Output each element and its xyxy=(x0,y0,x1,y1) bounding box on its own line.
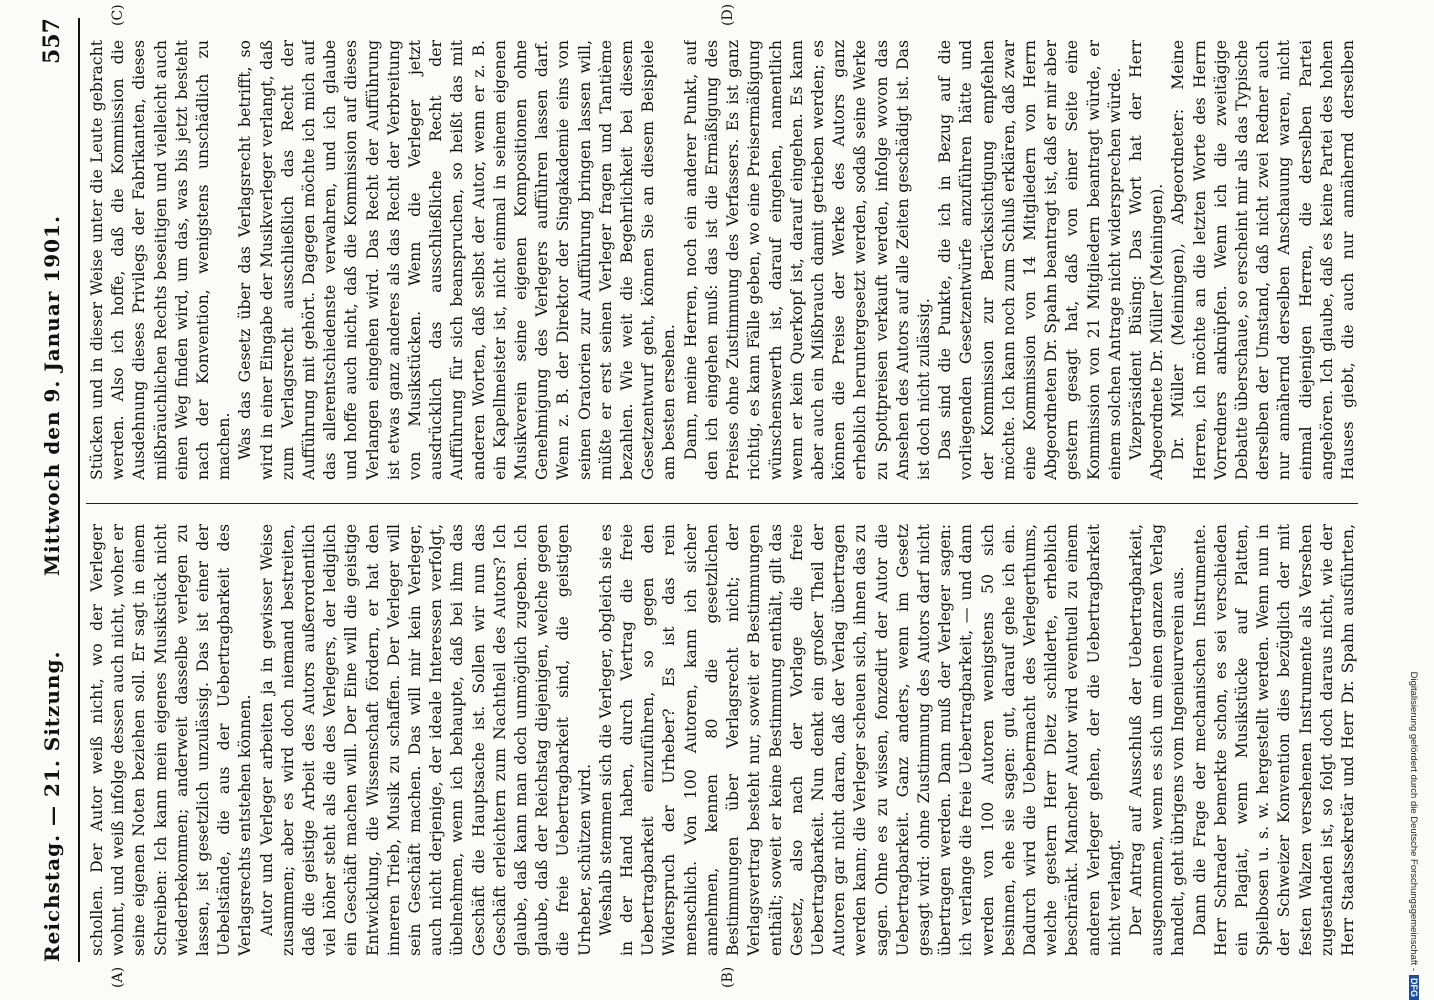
credit-line xyxy=(1404,0,1424,1000)
margin-marker-c: (C) xyxy=(110,4,126,26)
paragraph: Dann, meine Herren, noch ein anderer Punkt, auf den ich eingehen muß: das ist die Ermäßigung des Preises ohne Zustimmung des Verfassers. Es ist ganz richtig, es kann Fälle geben, wo eine Preisermäßigung wünschenswerth ist, darauf eingehen, namentlich wenn er kein Querkopf ist, darauf eingehen. Es kann aber auch ein Mißbrauch damit getrieben werden; es können die Preise der Werke des Autors ganz erheblich heruntergesetzt werden, sodaß seine Werke zu Spottpreisen verkauft werden, infolge wovon das Ansehen des Autors auf alle Zeiten geschädigt ist. Das ist doch nicht zulässig. xyxy=(680,40,933,480)
dfg-logo: DFG xyxy=(1409,975,1419,1000)
paragraph: Weshalb stemmen sich die Verleger, obgleich sie es in der Hand haben, durch Vertrag die freie Uebertragbarkeit einzuführen, so gegen den Widerspruch der Urheber? Es ist das rein menschlich. Von 100 Autoren, kann ich sicher annehmen, kennen 80 die gesetzlichen Bestimmungen über Verlagsrecht nicht; der Verlagsvertrag besteht nur, soweit er Bestimmungen enthält; soweit er keine Bestimmung enthält, gilt das Gesetz, also nach der Vorlage die freie Uebertragbarkeit. Nun denkt ein großer Theil der Autoren gar nicht daran, daß der Verlag übertragen werden kann; die Verleger scheuen sich, ihnen das zu sagen. Ohne es zu wissen, fonzedirt der Autor die Uebertragbarkeit. Ganz anders, wenn im Gesetz gesagt wird: ohne Zustimmung des Autors darf nicht übertragen werden. Dann muß der Verleger sagen: ich verlange die freie Uebertragbarkeit, — und dann werden von 100 Autoren wenigstens 50 sich besinnen, ehe sie sagen: gut, darauf gehe ich ein. Dadurch wird die Uebermacht des Verlegerthums, welche gestern Herr Dietz schilderte, erheblich beschränkt. Mancher Autor wird eventuell zu einem anderen Verleger gehen, der die Uebertragbarkeit nicht verlangt. xyxy=(595,524,1124,956)
paragraph: Vizepräsident Büsing: Das Wort hat der Herr Abgeordnete Dr. Müller (Meiningen). xyxy=(1125,40,1167,480)
left-column xyxy=(86,524,1358,956)
right-column xyxy=(86,40,1358,480)
paragraph: Was das Gesetz über das Verlagsrecht betrifft, so wird in einer Eingabe der Musikverleger verlangt, daß zum Verlagsrecht ausschließlich das Recht der Aufführung mit gehört. Dagegen möchte ich mich auf das allerentschiedenste verwahren, und ich glaube und hoffe auch nicht, daß die Kommission auf dieses Verlangen eingehen wird. Das Recht der Aufführung ist etwas ganz anderes als das Recht der Verbreitung von Musikstücken. Wenn die Verleger jetzt ausdrücklich das ausschließliche Recht der Aufführung für sich beanspruchen, so heißt das mit anderen Worten, daß selbst der Autor, wenn er z. B. ein Kapellmeister ist, nicht einmal in seinem eigenen Musikverein seine eigenen Kompositionen ohne Genehmigung des Verlegers aufführen lassen darf. Wenn z. B. der Direktor der Singakademie eins von seinen Oratorien zur Aufführung bringen lassen will, müßte er erst seinen Verleger fragen und Tantième bezahlen. Wie weit die Begehrlichkeit bei diesem Gesetzentwurf geht, können Sie an diesem Beispiele am besten ersehen. xyxy=(235,40,679,480)
column-separator xyxy=(86,503,1358,504)
digitization-credit xyxy=(1410,0,1430,1000)
paragraph: Der Antrag auf Ausschluß der Uebertragbarkeit, ausgenommen, wenn es sich um einen ganzen Verlag handelt, geht übrigens vom Ingenieurverein aus. xyxy=(1125,524,1188,956)
paragraph: schollen. Der Autor weiß nicht, wo der Verleger wohnt, und weiß infolge dessen auch nicht, woher er seine eigenen Noten beziehen soll. Er sagt in einem Schreiben: Ich kann mein eigenes Musikstück nicht wiederbekommen; anderweit dasselbe verlegen zu lassen, ist gesetzlich unzulässig. Das ist einer der Uebelstände, die aus der Uebertragbarkeit des Verlagsrechts entstehen können. xyxy=(87,524,255,956)
margin-marker-b: (B) xyxy=(720,966,736,988)
paragraph: Autor und Verleger arbeiten ja in gewisser Weise zusammen; aber es wird doch niemand bestreiten, daß die geistige Arbeit des Autors außerordentlich viel höher steht als die des Verlegers, der lediglich ein Geschäft machen will. Der Eine will die geistige Entwicklung, die Wissenschaft fördern, er hat den inneren Trieb, Musik zu schaffen. Der Verleger will sein Geschäft machen. Das will mir kein Verleger, auch nicht derjenige, der ideale Interessen verfolgt, übelnehmen, wenn ich behaupte, daß bei ihm das Geschäft die Hauptsache ist. Sollen wir nun das Geschäft erleichtern zum Nachtheil des Autors? Ich glaube, daß kann man doch unmöglich zugeben. Ich glaube, daß der Reichstag diejenigen, welche gegen die freie Uebertragbarkeit sind, die geistigen Urheber, schützen wird. xyxy=(256,524,594,956)
paragraph: Stücken und in dieser Weise unter die Leute gebracht werden. Also ich hoffe, daß die Kommission die Ausdehnung dieses Privilegs der Fabrikanten, dieses mißbräuchlichen Rechts beseitigen und vielleicht auch einen Weg finden wird, um das, was bis jetzt besteht nach der Konvention, wenigstens unschädlich zu machen. xyxy=(87,40,234,480)
margin-marker-d: (D) xyxy=(720,3,736,26)
header-rule xyxy=(78,18,80,962)
paragraph: Dr. Müller (Meiningen), Abgeordneter: Meine Herren, ich möchte an die letzten Worte des Herrn Vorredners anknüpfen. Wenn ich die zweitägige Debatte überschaue, so erscheint mir als das Typische derselben der Umstand, daß nicht zwei Redner auch nur annähernd derselben Anschauung waren, nicht einmal diejenigen Herren, die derselben Partei angehören. Ich glaube, daß es keine Partei des hohen Hauses giebt, die auch nur annähernd derselben xyxy=(1168,40,1357,480)
page-header xyxy=(32,18,72,962)
page-number: 557 xyxy=(39,18,65,64)
credit-text: Digitalisierung gefördert durch die Deutsche Forschungsgemeinschaft - xyxy=(1408,671,1420,971)
running-head-left: Reichstag. — 21. Sitzung. xyxy=(40,650,64,962)
running-head-date: Mittwoch den 9. Januar 1901. xyxy=(40,215,64,577)
paragraph: Das sind die Punkte, die ich in Bezug auf die vorliegenden Gesetzentwürfe anzuführen hätte und der Kommission zur Berücksichtigung empfehlen möchte. Ich kann noch zum Schluß erklären, daß zwar eine Kommission von 14 Mitgliedern von Herrn Abgeordneten Dr. Spahn beantragt ist, daß er mir aber gestern gesagt hat, daß von einer Seite eine Kommission von 21 Mitgliedern beantragt würde, er einem solchen Antrage nicht widersprechen würde. xyxy=(935,40,1124,480)
paragraph: Dann die Frage der mechanischen Instrumente. Herr Schrader bemerkte schon, es sei verschieden ein Plagiat, wenn Musikstücke auf Platten, Spielbosen u. s. w. hergestellt werden. Wenn nun in der Schweizer Konvention dies bezüglich der mit festen Walzen versehenen Instrumente als Versehen zugestanden ist, so folgt doch daraus nicht, wie der Herr Staatssekretär und Herr Dr. Spahn ausführten, xyxy=(1189,524,1357,956)
margin-marker-a: (A) xyxy=(110,966,126,988)
